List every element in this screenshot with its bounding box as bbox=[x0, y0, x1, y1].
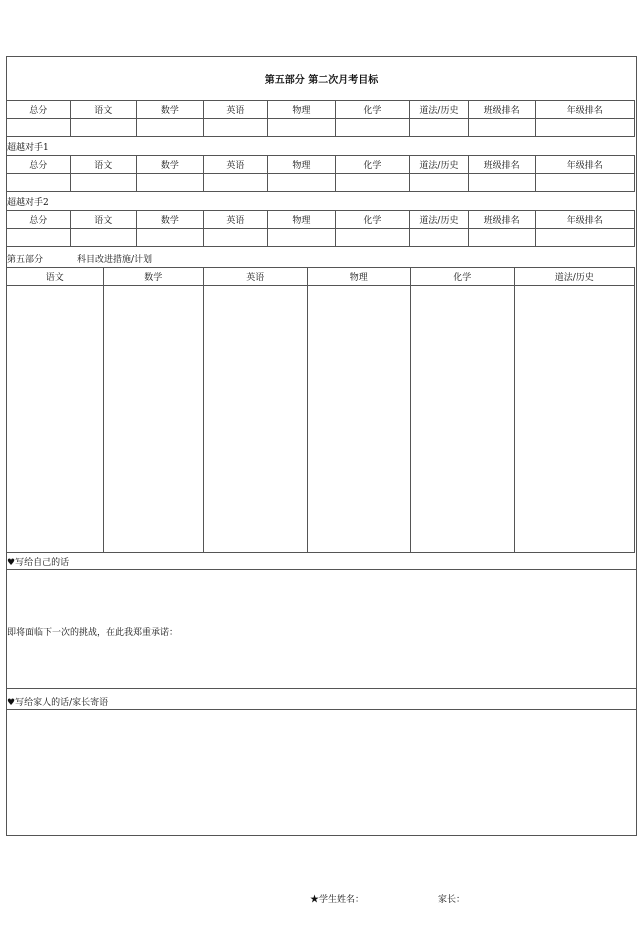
rival-2-label: 超越对手2 bbox=[7, 198, 49, 208]
student-name-field[interactable] bbox=[310, 892, 364, 905]
col-chinese: 语文 bbox=[70, 211, 137, 229]
input-cell[interactable] bbox=[410, 174, 469, 192]
col-english: 英语 bbox=[203, 156, 268, 174]
input-cell[interactable] bbox=[70, 229, 137, 247]
plan-col-chemistry: 化学 bbox=[411, 268, 515, 286]
col-class-rank: 班级排名 bbox=[468, 211, 535, 229]
self-note-label bbox=[7, 555, 69, 568]
plan-body-row[interactable] bbox=[7, 286, 635, 553]
plan-heading-label: 科目改进措施/计划 bbox=[77, 255, 153, 265]
col-english: 英语 bbox=[203, 211, 268, 229]
self-note-title: 写给自己的话 bbox=[15, 558, 70, 568]
col-class-rank: 班级排名 bbox=[468, 156, 535, 174]
target-header-row bbox=[7, 101, 635, 119]
heart-icon: ♥ bbox=[7, 698, 16, 708]
input-cell[interactable] bbox=[137, 229, 204, 247]
plan-cell[interactable] bbox=[514, 286, 634, 553]
plan-cell[interactable] bbox=[204, 286, 308, 553]
input-cell[interactable] bbox=[137, 119, 204, 137]
col-physics: 物理 bbox=[268, 101, 336, 119]
plan-cell[interactable] bbox=[307, 286, 411, 553]
plan-col-math: 数学 bbox=[103, 268, 204, 286]
col-chemistry: 化学 bbox=[335, 101, 409, 119]
rival-2-header-row bbox=[7, 211, 635, 229]
divider bbox=[7, 688, 636, 689]
input-cell[interactable] bbox=[203, 119, 268, 137]
col-grade-rank: 年级排名 bbox=[535, 101, 634, 119]
plan-header-row bbox=[7, 268, 635, 286]
input-cell[interactable] bbox=[468, 119, 535, 137]
col-grade-rank: 年级排名 bbox=[535, 211, 634, 229]
input-cell[interactable] bbox=[137, 174, 204, 192]
col-total: 总分 bbox=[7, 101, 71, 119]
plan-cell[interactable] bbox=[411, 286, 515, 553]
col-grade-rank: 年级排名 bbox=[535, 156, 634, 174]
col-morality-history: 道法/历史 bbox=[410, 211, 469, 229]
divider bbox=[7, 569, 636, 570]
plan-col-physics: 物理 bbox=[307, 268, 411, 286]
col-chinese: 语文 bbox=[70, 156, 137, 174]
col-physics: 物理 bbox=[268, 156, 336, 174]
target-input-row[interactable] bbox=[7, 119, 635, 137]
rival-2-input-row[interactable] bbox=[7, 229, 635, 247]
input-cell[interactable] bbox=[268, 119, 336, 137]
input-cell[interactable] bbox=[468, 174, 535, 192]
rival-1-header-row bbox=[7, 156, 635, 174]
col-morality-history: 道法/历史 bbox=[410, 156, 469, 174]
col-math: 数学 bbox=[137, 101, 204, 119]
col-chinese: 语文 bbox=[70, 101, 137, 119]
rival-1-table bbox=[6, 155, 635, 192]
input-cell[interactable] bbox=[70, 174, 137, 192]
divider bbox=[7, 709, 636, 710]
plan-col-morality-history: 道法/历史 bbox=[514, 268, 634, 286]
col-chemistry: 化学 bbox=[335, 211, 409, 229]
col-math: 数学 bbox=[137, 211, 204, 229]
input-cell[interactable] bbox=[203, 229, 268, 247]
input-cell[interactable] bbox=[7, 229, 71, 247]
target-score-table bbox=[6, 100, 635, 137]
self-note-prompt: 即将面临下一次的挑战，在此我郑重承诺： bbox=[7, 628, 179, 638]
input-cell[interactable] bbox=[410, 119, 469, 137]
col-chemistry: 化学 bbox=[335, 156, 409, 174]
col-class-rank: 班级排名 bbox=[468, 101, 535, 119]
family-note-title: 写给家人的话/家长寄语 bbox=[15, 698, 109, 708]
input-cell[interactable] bbox=[410, 229, 469, 247]
plan-section-label: 第五部分 bbox=[7, 255, 44, 265]
rival-1-label: 超越对手1 bbox=[7, 143, 49, 153]
input-cell[interactable] bbox=[535, 119, 634, 137]
heart-icon: ♥ bbox=[7, 558, 16, 568]
star-icon: ★ bbox=[310, 895, 320, 905]
input-cell[interactable] bbox=[535, 174, 634, 192]
rival-1-input-row[interactable] bbox=[7, 174, 635, 192]
goal-sheet bbox=[6, 56, 637, 836]
parent-label: 家长： bbox=[438, 895, 466, 905]
col-english: 英语 bbox=[203, 101, 268, 119]
input-cell[interactable] bbox=[70, 119, 137, 137]
family-note-label bbox=[7, 695, 108, 708]
plan-heading bbox=[7, 250, 638, 267]
input-cell[interactable] bbox=[7, 174, 71, 192]
input-cell[interactable] bbox=[268, 229, 336, 247]
input-cell[interactable] bbox=[468, 229, 535, 247]
input-cell[interactable] bbox=[203, 174, 268, 192]
plan-col-chinese: 语文 bbox=[7, 268, 104, 286]
rival-2-table bbox=[6, 210, 635, 247]
input-cell[interactable] bbox=[335, 119, 409, 137]
col-physics: 物理 bbox=[268, 211, 336, 229]
col-total: 总分 bbox=[7, 156, 71, 174]
input-cell[interactable] bbox=[268, 174, 336, 192]
page-title: 第五部分 第二次月考目标 bbox=[264, 75, 379, 86]
improvement-plan-table bbox=[6, 267, 635, 553]
student-name-label: 学生姓名： bbox=[319, 895, 365, 905]
plan-col-english: 英语 bbox=[204, 268, 308, 286]
col-total: 总分 bbox=[7, 211, 71, 229]
col-morality-history: 道法/历史 bbox=[410, 101, 469, 119]
input-cell[interactable] bbox=[335, 229, 409, 247]
col-math: 数学 bbox=[137, 156, 204, 174]
plan-cell[interactable] bbox=[103, 286, 204, 553]
input-cell[interactable] bbox=[535, 229, 634, 247]
input-cell[interactable] bbox=[7, 119, 71, 137]
plan-cell[interactable] bbox=[7, 286, 104, 553]
parent-signature-field[interactable] bbox=[438, 892, 465, 905]
input-cell[interactable] bbox=[335, 174, 409, 192]
